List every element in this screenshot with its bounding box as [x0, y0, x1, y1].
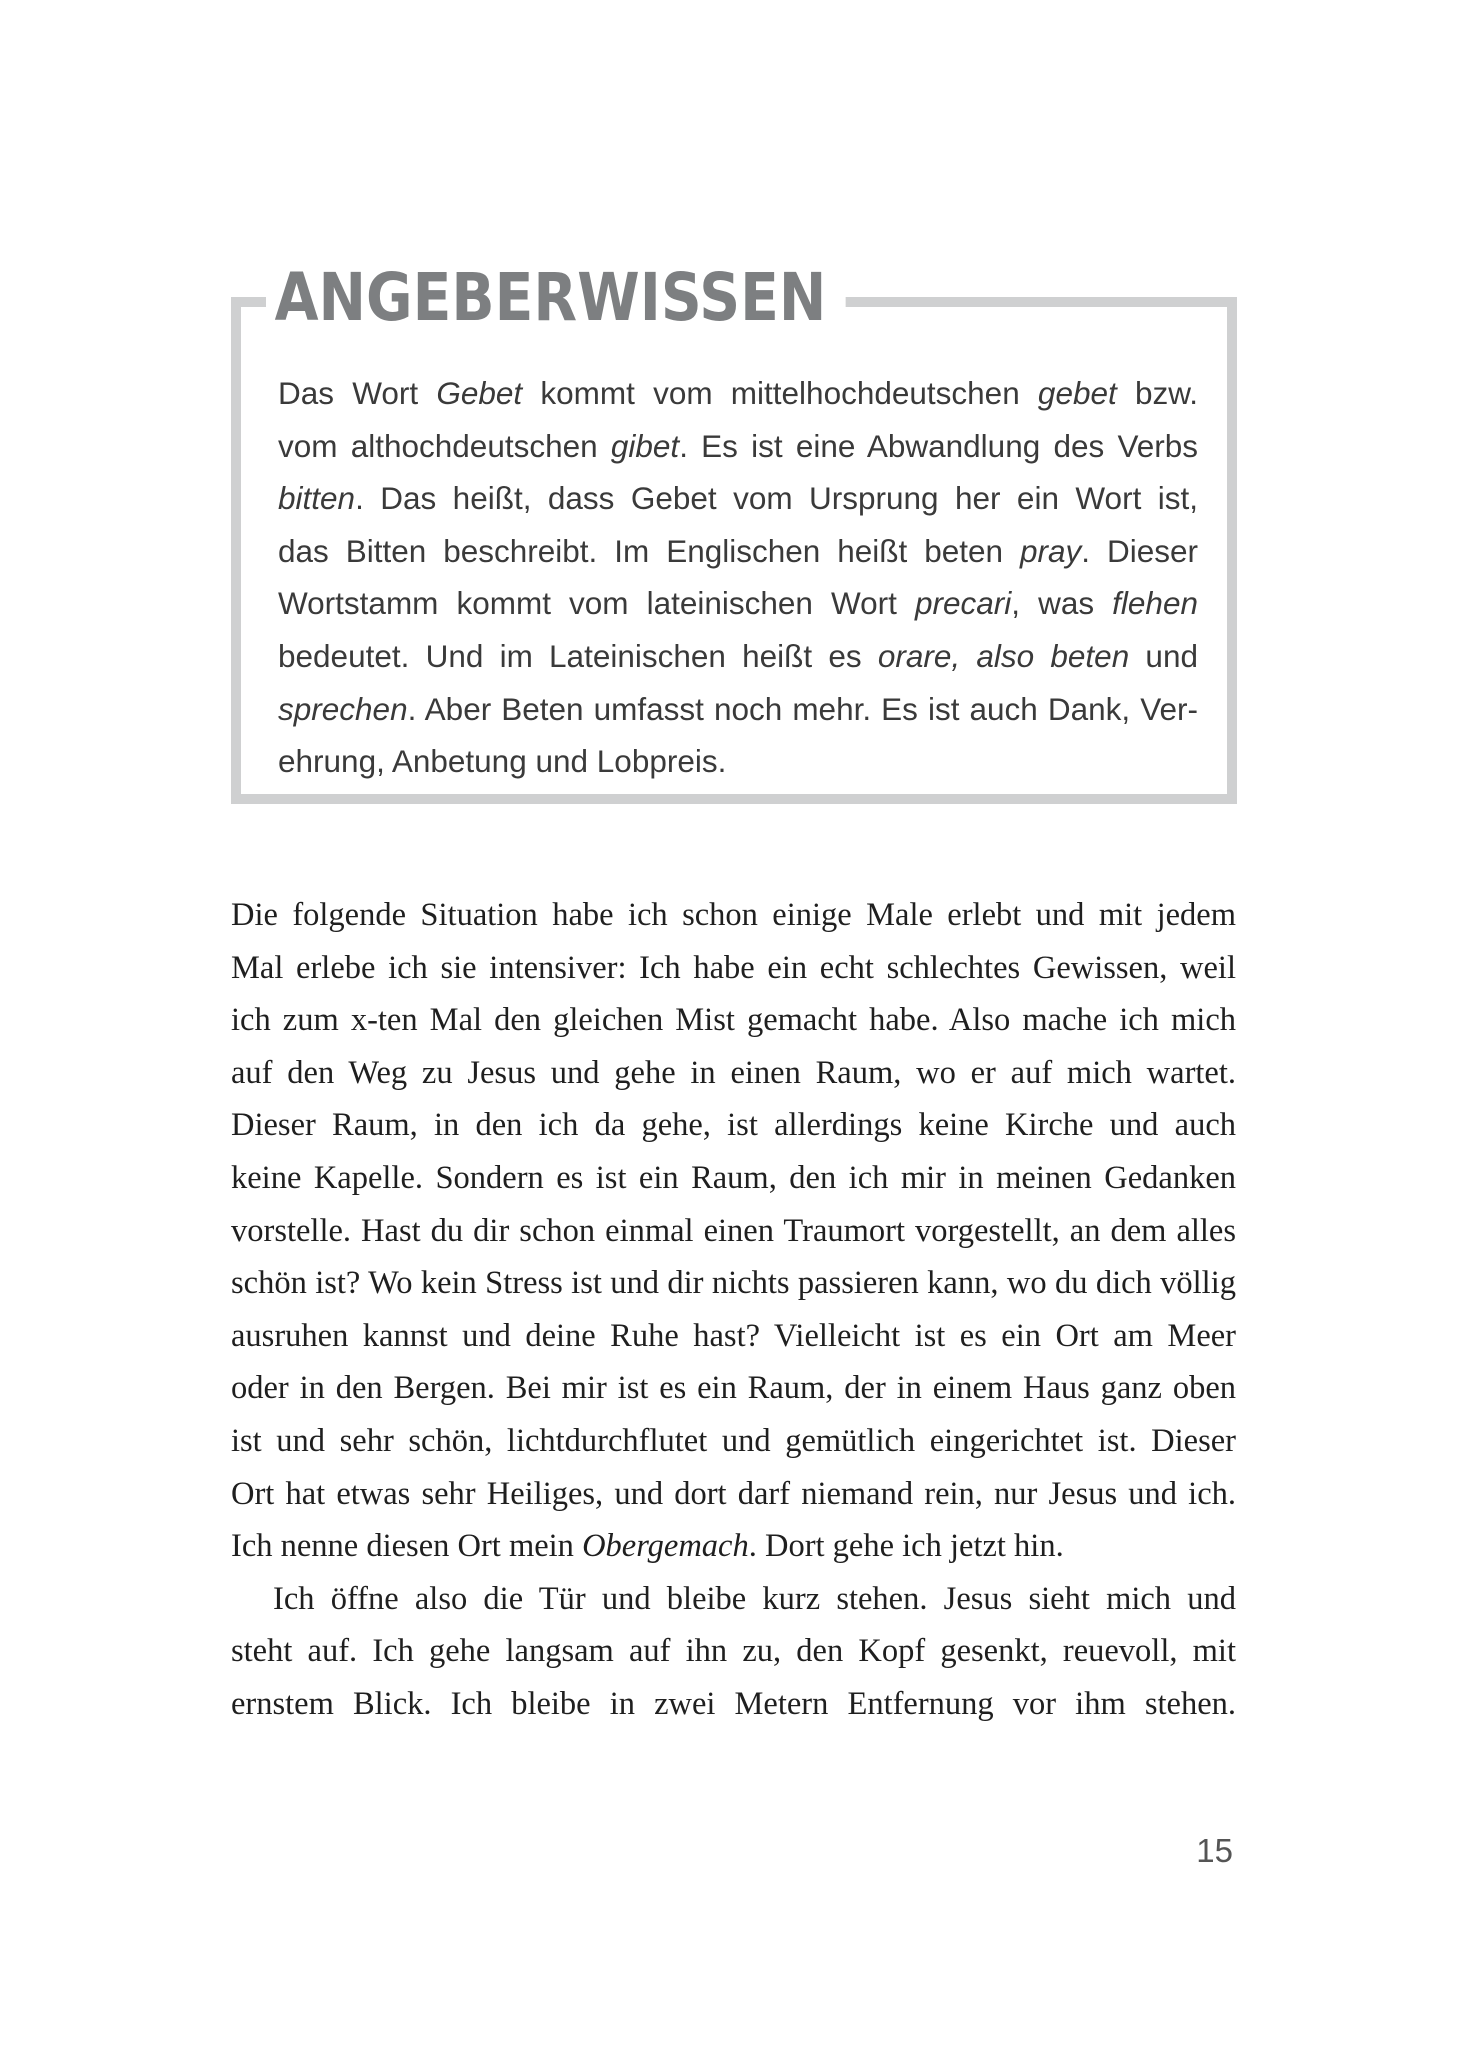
info-box-text-run: bzw. — [1116, 375, 1198, 411]
info-box-italic-term: bitten — [278, 480, 356, 517]
body-text-run: oder in den Bergen. Bei mir ist es ein Raum, der in einem Haus ganz oben — [231, 1370, 1236, 1407]
body-line — [231, 1152, 1236, 1205]
info-box-italic-term: pray — [1020, 532, 1082, 569]
info-box-line — [278, 577, 1198, 630]
info-box-title: ANGEBERWISSEN — [266, 258, 845, 338]
info-box-text-run: ehrung, Anbetung und Lobpreis. — [278, 743, 727, 780]
body-text-run: auf den Weg zu Jesus und gehe in einen Raum, wo er auf mich wartet. — [231, 1054, 1236, 1091]
info-box-text-run: vom althochdeutschen — [278, 427, 611, 464]
body-line — [231, 889, 1236, 942]
body-text-run: Ich nenne diesen Ort mein — [231, 1528, 583, 1565]
info-box-italic-term: flehen — [1112, 585, 1198, 622]
body-line — [231, 1205, 1236, 1258]
info-box-line — [278, 472, 1198, 525]
info-box-text-run: bedeutet. Und im Lateinischen heißt es — [278, 637, 878, 674]
body-line — [231, 1257, 1236, 1310]
info-box-text-run: kommt vom mittelhochdeutschen — [522, 375, 1038, 411]
body-text-run: vorstelle. Hast du dir schon einmal einen Traumort vorgestellt, an dem alles — [231, 1212, 1236, 1249]
info-box-line — [278, 735, 1198, 788]
info-box-text-run: . Dieser — [1081, 532, 1199, 569]
info-box-italic-term: precari — [914, 585, 1012, 622]
body-italic-term: Obergemach — [582, 1528, 749, 1565]
info-box-text-run: . Aber Beten umfasst noch mehr. Es ist auch Dank, Ver- — [407, 690, 1198, 727]
info-box-text-run: und — [1129, 637, 1198, 674]
body-text-run: steht auf. Ich gehe langsam auf ihn zu, den Kopf gesenkt, reuevoll, mit — [231, 1633, 1236, 1670]
body-line — [231, 1573, 1236, 1626]
body-text-run: ist und sehr schön, lichtdurchflutet und gemütlich eingerichtet ist. Dieser — [231, 1422, 1236, 1459]
body-text-run: Ort hat etwas sehr Heiliges, und dort darf niemand rein, nur Jesus und ich. — [231, 1475, 1236, 1512]
body-line — [231, 1362, 1236, 1415]
body-text-run: ausruhen kannst und deine Ruhe hast? Vielleicht ist es ein Ort am Meer — [231, 1317, 1236, 1354]
info-box-line — [278, 630, 1198, 683]
info-box-italic-term: Gebet — [436, 375, 523, 411]
body-line — [231, 1099, 1236, 1152]
info-box-text-run: Das Wort — [278, 375, 437, 411]
body-line — [231, 1625, 1236, 1678]
info-box-text-run: das Bitten beschreibt. Im Englischen heißt beten — [278, 532, 1020, 569]
info-box-line — [278, 367, 1198, 420]
info-box-line — [278, 525, 1198, 578]
body-text-run: ernstem Blick. Ich bleibe in zwei Metern Entfernung vor ihm stehen. — [231, 1685, 1236, 1722]
body-line — [231, 1047, 1236, 1100]
body-line — [231, 1310, 1236, 1363]
body-line — [231, 1678, 1236, 1731]
page-number: 15 — [1196, 1832, 1233, 1869]
info-box-text-run: , was — [1011, 585, 1113, 622]
info-box-italic-term: gibet — [610, 427, 680, 464]
body-line — [231, 994, 1236, 1047]
info-box-italic-term: gebet — [1037, 375, 1117, 411]
body-text — [231, 889, 1236, 1731]
body-text-run: . Dort gehe ich jetzt hin. — [748, 1528, 1064, 1565]
body-text-run: Mal erlebe ich sie intensiver: Ich habe ein echt schlechtes Gewissen, weil — [231, 949, 1236, 986]
info-box-text — [278, 367, 1198, 788]
info-box-line — [278, 683, 1198, 736]
body-line — [231, 1415, 1236, 1468]
info-box-italic-term: sprechen — [278, 690, 408, 727]
body-line — [231, 1468, 1236, 1521]
body-text-run: keine Kapelle. Sondern es ist ein Raum, den ich mir in meinen Gedanken — [231, 1159, 1236, 1196]
body-text-run: ich zum x-ten Mal den gleichen Mist gemacht habe. Also mache ich mich — [231, 1002, 1236, 1039]
info-box-text-run: . Das heißt, dass Gebet vom Ursprung her ein Wort ist, — [355, 480, 1198, 517]
body-text-run: Die folgende Situation habe ich schon einige Male erlebt und mit jedem — [231, 897, 1236, 933]
body-text-run: Dieser Raum, in den ich da gehe, ist allerdings keine Kirche und auch — [231, 1107, 1236, 1144]
body-line — [231, 1520, 1236, 1573]
info-box-line — [278, 420, 1198, 473]
body-text-run: schön ist? Wo kein Stress ist und dir nichts passieren kann, wo du dich völlig — [231, 1265, 1236, 1302]
body-text-run: Ich öffne also die Tür und bleibe kurz stehen. Jesus sieht mich und — [273, 1580, 1236, 1617]
info-box-text-run: Wortstamm kommt vom lateinischen Wort — [278, 585, 915, 622]
body-line — [231, 942, 1236, 995]
info-box-text-run: . Es ist eine Abwandlung des Verbs — [679, 427, 1198, 464]
info-box-italic-term: orare, also beten — [877, 637, 1130, 674]
